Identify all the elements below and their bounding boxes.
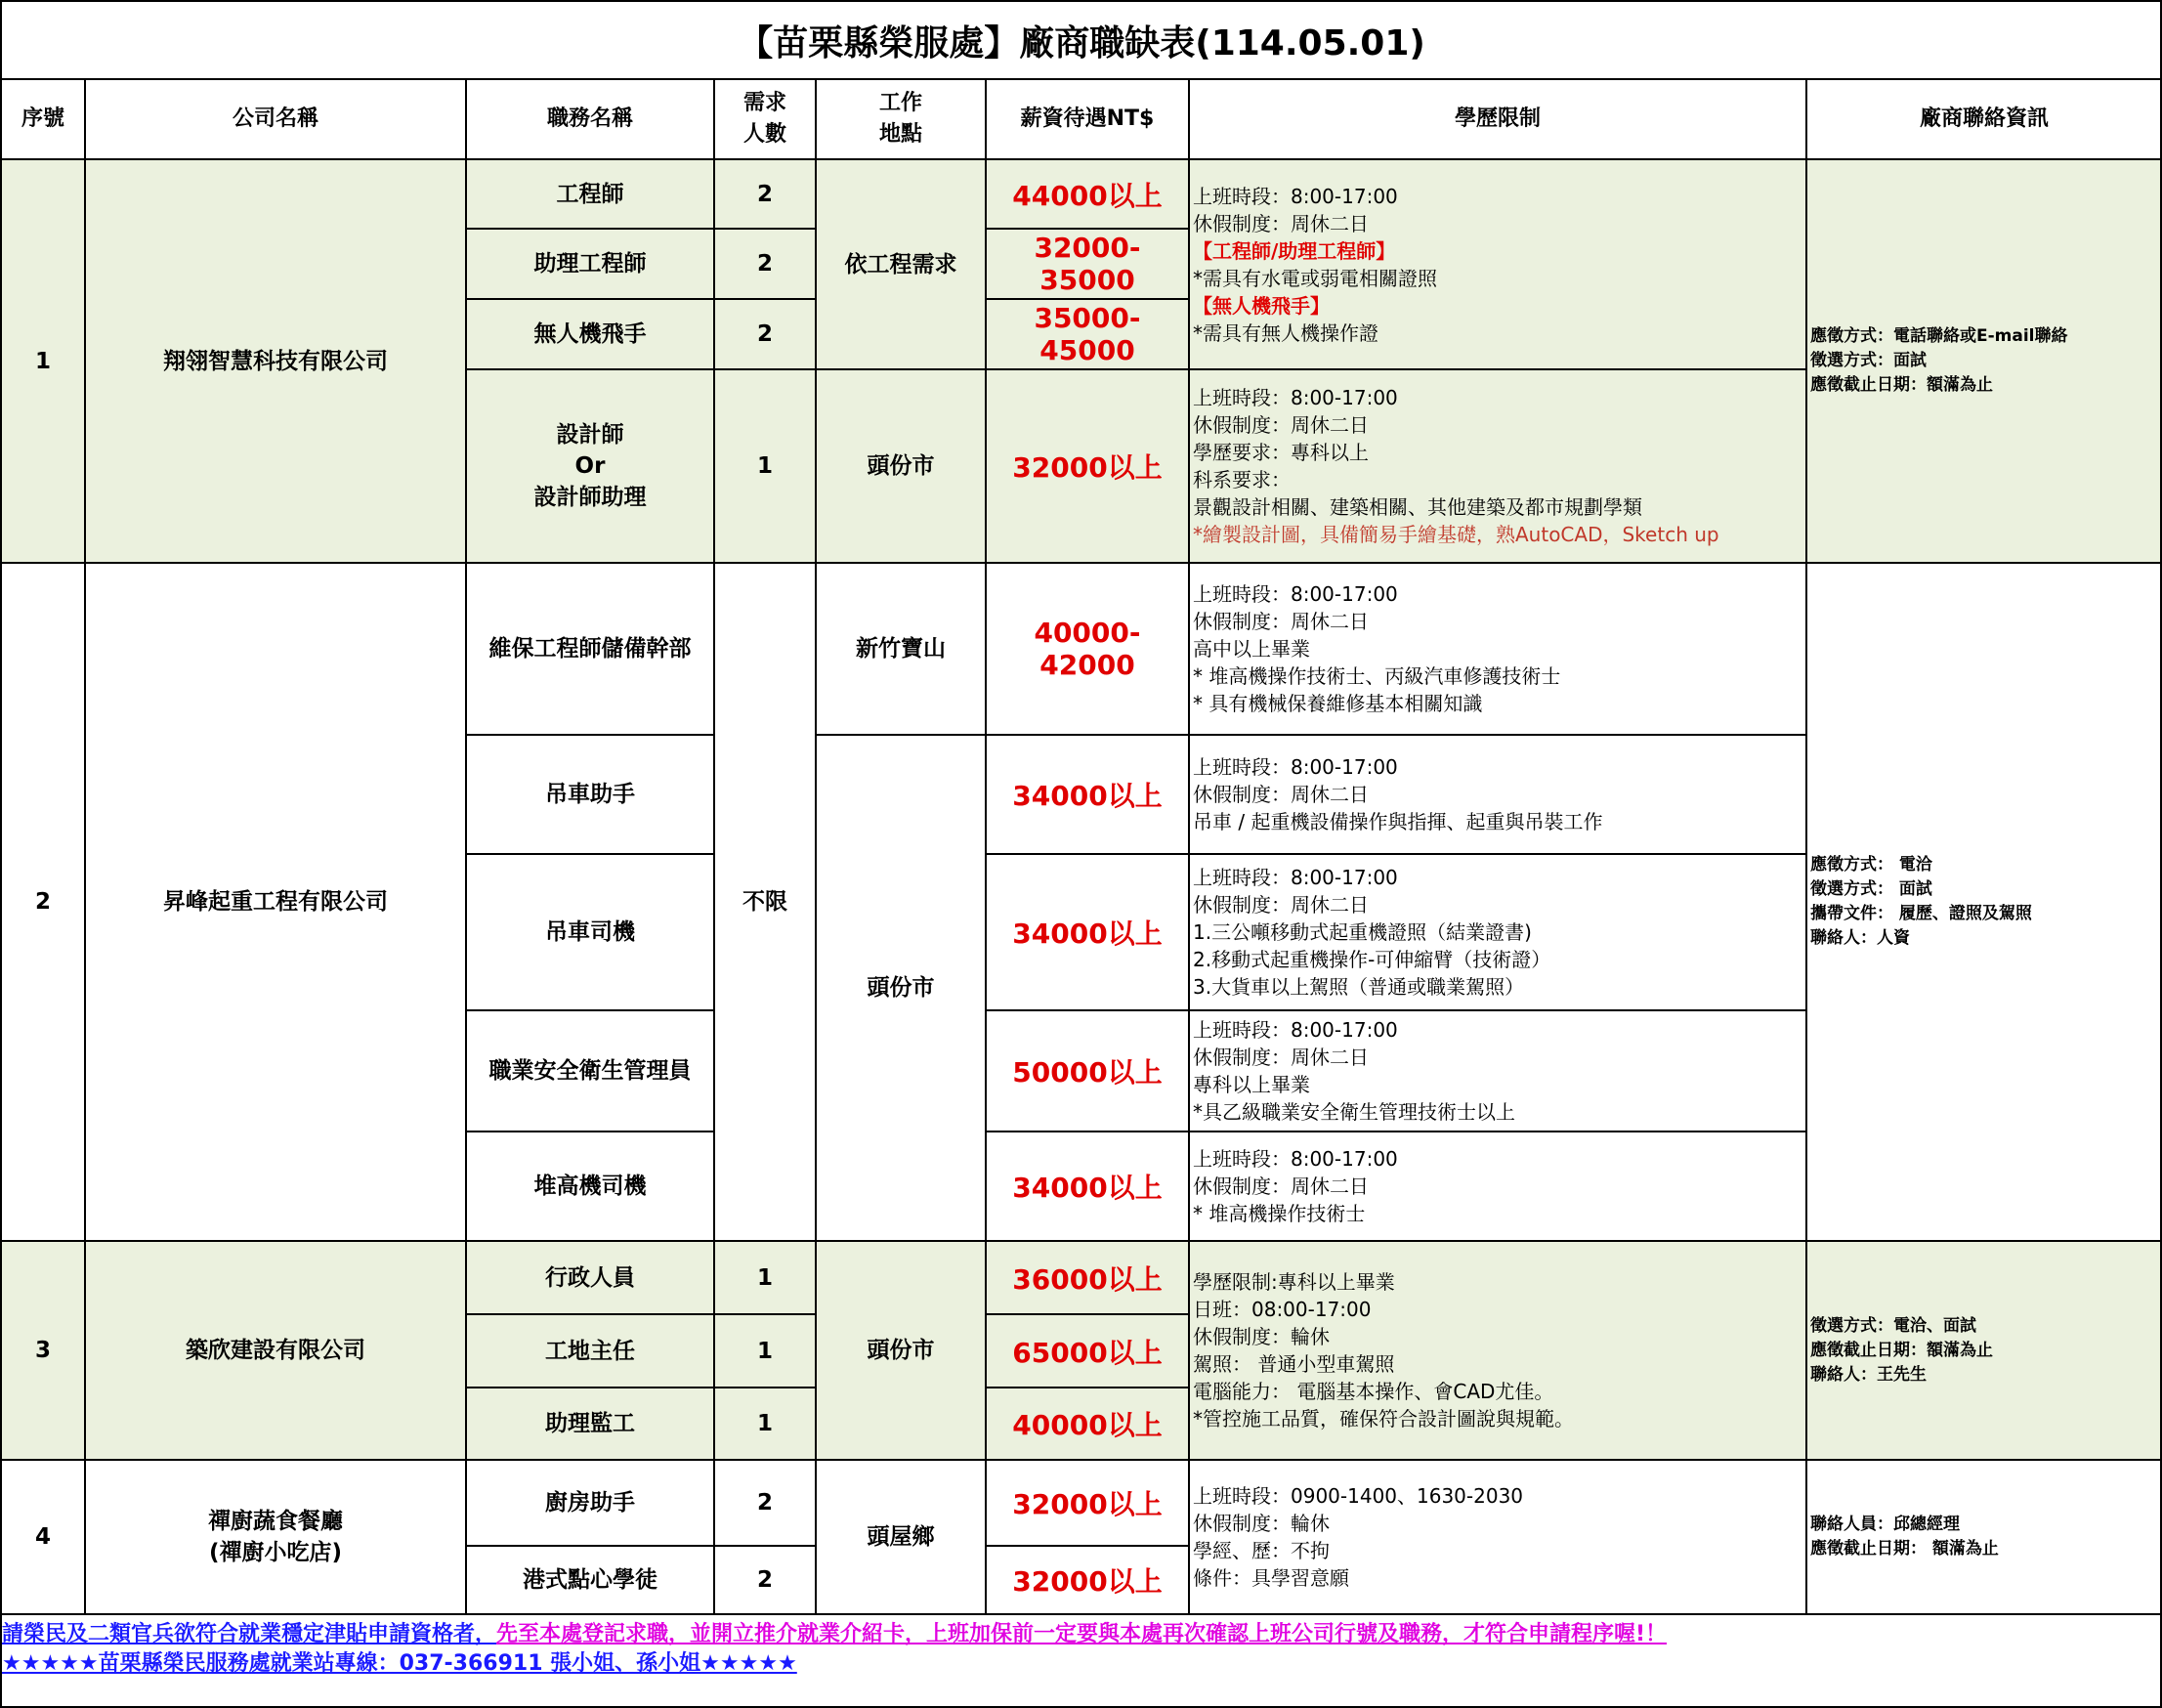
job-location: 頭份市 [816,735,986,1241]
detail-line: 休假制度：周休二日 [1193,1174,1369,1198]
detail-line: *需具有無人機操作證 [1193,320,1378,345]
detail-line: * 堆高機操作技術士 [1193,1202,1366,1225]
detail-line: 2.移動式起重機操作-可伸縮臂（技術證） [1193,948,1551,971]
detail-line: 上班時段：0900-1400、1630-2030 [1193,1484,1524,1508]
contact-info [1806,159,2162,563]
contact-line: 應徵方式： 電洽 [1810,855,1932,875]
company-name: 築欣建設有限公司 [85,1241,466,1460]
job-salary: 50000以上 [986,1010,1189,1132]
job-detail [1189,369,1806,563]
job-count: 1 [714,1241,816,1314]
footer-notice-link[interactable]: 請榮民及二類官兵欲符合就業穩定津貼申請資格者， [2,1622,497,1646]
detail-line: 科系要求： [1193,468,1291,491]
job-title-line: 設計師 [556,422,624,448]
detail-line: *管控施工品質，確保符合設計圖說與規範。 [1193,1407,1574,1430]
job-title: 吊車助手 [466,735,714,854]
contact-info [1806,1460,2162,1614]
job-title: 助理監工 [466,1388,714,1460]
contact-line: 應徵截止日期： 額滿為止 [1810,1539,1999,1559]
job-salary: 65000以上 [986,1314,1189,1388]
header-education: 學歷限制 [1189,79,1806,159]
table-row [1,1460,2162,1546]
header-count [714,79,816,159]
job-salary: 32000以上 [986,369,1189,563]
detail-line: 高中以上畢業 [1193,637,1310,661]
company-name: 昇峰起重工程有限公司 [85,563,466,1241]
contact-line: 徵選方式：電洽、面試 [1810,1315,1976,1336]
job-salary: 40000-42000 [986,563,1189,735]
job-detail [1189,1460,1806,1614]
job-detail [1189,1241,1806,1460]
job-location: 頭屋鄉 [816,1460,986,1614]
detail-line: 上班時段：8:00-17:00 [1193,1018,1398,1042]
header-job: 職務名稱 [466,79,714,159]
detail-line: * 具有機械保養維修基本相關知識 [1193,692,1483,715]
header-contact: 廠商聯絡資訊 [1806,79,2162,159]
detail-line: 休假制度：輪休 [1193,1325,1330,1348]
company-name [85,1460,466,1614]
contact-line: 徵選方式：面試 [1810,351,1927,370]
detail-line: 1.三公噸移動式起重機證照（結業證書) [1193,920,1532,944]
contact-line: 聯絡人：王先生 [1810,1364,1927,1385]
job-title: 工地主任 [466,1314,714,1388]
contact-line: 應徵截止日期：額滿為止 [1810,1340,1993,1360]
detail-line: 休假制度：周休二日 [1193,783,1369,806]
job-title: 港式點心學徒 [466,1546,714,1614]
job-detail [1189,735,1806,854]
header-company: 公司名稱 [85,79,466,159]
job-count: 2 [714,1546,816,1614]
detail-line: 上班時段：8:00-17:00 [1193,386,1398,409]
header-location-line: 工作 [878,91,922,115]
job-count: 2 [714,159,816,229]
table-row [1,563,2162,735]
footer-line-1 [0,1620,2161,1649]
header-row [1,79,2162,159]
job-title: 助理工程師 [466,229,714,299]
detail-line: *需具有水電或弱電相關證照 [1193,266,1437,290]
detail-line: 電腦能力： 電腦基本操作、會CAD尤佳。 [1193,1380,1554,1403]
job-count: 2 [714,1460,816,1546]
detail-line: *繪製設計圖，具備簡易手繪基礎，熟AutoCAD，Sketch up [1193,523,1719,546]
job-salary: 32000以上 [986,1460,1189,1546]
row-number: 1 [1,159,85,563]
detail-line: 休假制度：周休二日 [1193,413,1369,437]
job-salary: 40000以上 [986,1388,1189,1460]
job-salary: 44000以上 [986,159,1189,229]
job-location: 新竹寶山 [816,563,986,735]
detail-line: 上班時段：8:00-17:00 [1193,755,1398,779]
job-title-line: 設計師助理 [533,485,647,510]
contact-line: 應徵截止日期：額滿為止 [1810,375,1993,395]
contact-line: 應徵方式：電話聯絡或E-mail聯絡 [1810,326,2068,346]
contact-line: 聯絡人：人資 [1810,928,1910,948]
job-title: 吊車司機 [466,854,714,1010]
job-title: 廚房助手 [466,1460,714,1546]
detail-line: 上班時段：8:00-17:00 [1193,866,1398,889]
detail-line: 3.大貨車以上駕照（普通或職業駕照） [1193,975,1525,999]
detail-line: 景觀設計相關、建築相關、其他建築及都市規劃學類 [1193,495,1642,519]
detail-line: 學經、歷：不拘 [1193,1539,1330,1562]
table-row [1,1241,2162,1314]
job-salary: 35000-45000 [986,299,1189,369]
detail-line: 駕照： 普通小型車駕照 [1193,1352,1395,1376]
job-title [466,369,714,563]
contact-info [1806,563,2162,1241]
job-title: 維保工程師儲備幹部 [466,563,714,735]
company-name-line: (禪廚小吃店) [208,1540,343,1565]
header-location-line: 地點 [878,122,922,147]
detail-line: 【工程師/助理工程師】 [1193,238,1396,263]
detail-line: 條件：具學習意願 [1193,1566,1349,1590]
contact-line: 聯絡人員：邱總經理 [1810,1515,1960,1534]
contact-line: 徵選方式： 面試 [1810,879,1932,899]
footer-notice [0,1620,2161,1679]
detail-line: 休假制度：周休二日 [1193,211,1369,235]
detail-line: 上班時段：8:00-17:00 [1193,1147,1398,1171]
detail-line: 上班時段：8:00-17:00 [1193,582,1398,606]
detail-line: 休假制度：輪休 [1193,1512,1330,1535]
job-detail [1189,1010,1806,1132]
job-detail [1189,563,1806,735]
job-title: 行政人員 [466,1241,714,1314]
page-title: 【苗栗縣榮服處】廠商職缺表(114.05.01) [1,1,2162,79]
job-title-line: Or [574,453,606,479]
row-number: 4 [1,1460,85,1614]
contact-info [1806,1241,2162,1460]
footer-hotline[interactable]: ★★★★★苗栗縣榮民服務處就業站專線：037-366911 張小姐、孫小姐★★★★★ [2,1651,797,1676]
detail-line: 休假制度：周休二日 [1193,1046,1369,1069]
row-number: 3 [1,1241,85,1460]
header-salary: 薪資待遇NT$ [986,79,1189,159]
job-detail [1189,1132,1806,1241]
job-salary: 32000-35000 [986,229,1189,299]
job-detail [1189,159,1806,369]
job-salary: 32000以上 [986,1546,1189,1614]
job-salary: 34000以上 [986,854,1189,1010]
contact-line: 攜帶文件： 履歷、證照及駕照 [1810,904,2032,923]
detail-line: 學歷限制:專科以上畢業 [1193,1270,1395,1294]
job-detail [1189,854,1806,1010]
detail-line: 休假制度：周休二日 [1193,893,1369,917]
job-title: 工程師 [466,159,714,229]
detail-line: 專科以上畢業 [1193,1073,1310,1096]
detail-line: *具乙級職業安全衛生管理技術士以上 [1193,1100,1515,1124]
job-count: 不限 [714,563,816,1241]
job-title: 堆高機司機 [466,1132,714,1241]
job-count: 2 [714,229,816,299]
detail-line: 日班：08:00-17:00 [1193,1298,1372,1321]
detail-line: * 堆高機操作技術士、丙級汽車修護技術士 [1193,664,1561,688]
job-count: 2 [714,299,816,369]
detail-line: 學歷要求：專科以上 [1193,441,1369,464]
job-count: 1 [714,369,816,563]
job-title: 無人機飛手 [466,299,714,369]
header-no: 序號 [1,79,85,159]
detail-line: 吊車 / 起重機設備操作與指揮、起重與吊裝工作 [1193,810,1603,833]
header-location [816,79,986,159]
detail-line: 上班時段：8:00-17:00 [1193,184,1398,208]
detail-line: 【無人機飛手】 [1193,293,1330,318]
job-location: 頭份市 [816,1241,986,1460]
table-row [1,159,2162,229]
job-location: 依工程需求 [816,159,986,369]
job-location: 頭份市 [816,369,986,563]
row-number: 2 [1,563,85,1241]
job-count: 1 [714,1314,816,1388]
company-name-line: 禪廚蔬食餐廳 [208,1509,343,1534]
company-name: 翔翎智慧科技有限公司 [85,159,466,563]
detail-line: 休假制度：周休二日 [1193,610,1369,633]
header-count-line: 需求 [742,91,786,115]
job-salary: 36000以上 [986,1241,1189,1314]
footer-notice-detail[interactable]: 先至本處登記求職，並開立推介就業介紹卡，上班加保前一定要與本處再次確認上班公司行號及職務，才符合申請程序喔!！ [496,1622,1668,1646]
job-count: 1 [714,1388,816,1460]
job-salary: 34000以上 [986,1132,1189,1241]
job-title: 職業安全衛生管理員 [466,1010,714,1132]
job-salary: 34000以上 [986,735,1189,854]
header-count-line: 人數 [742,122,786,147]
